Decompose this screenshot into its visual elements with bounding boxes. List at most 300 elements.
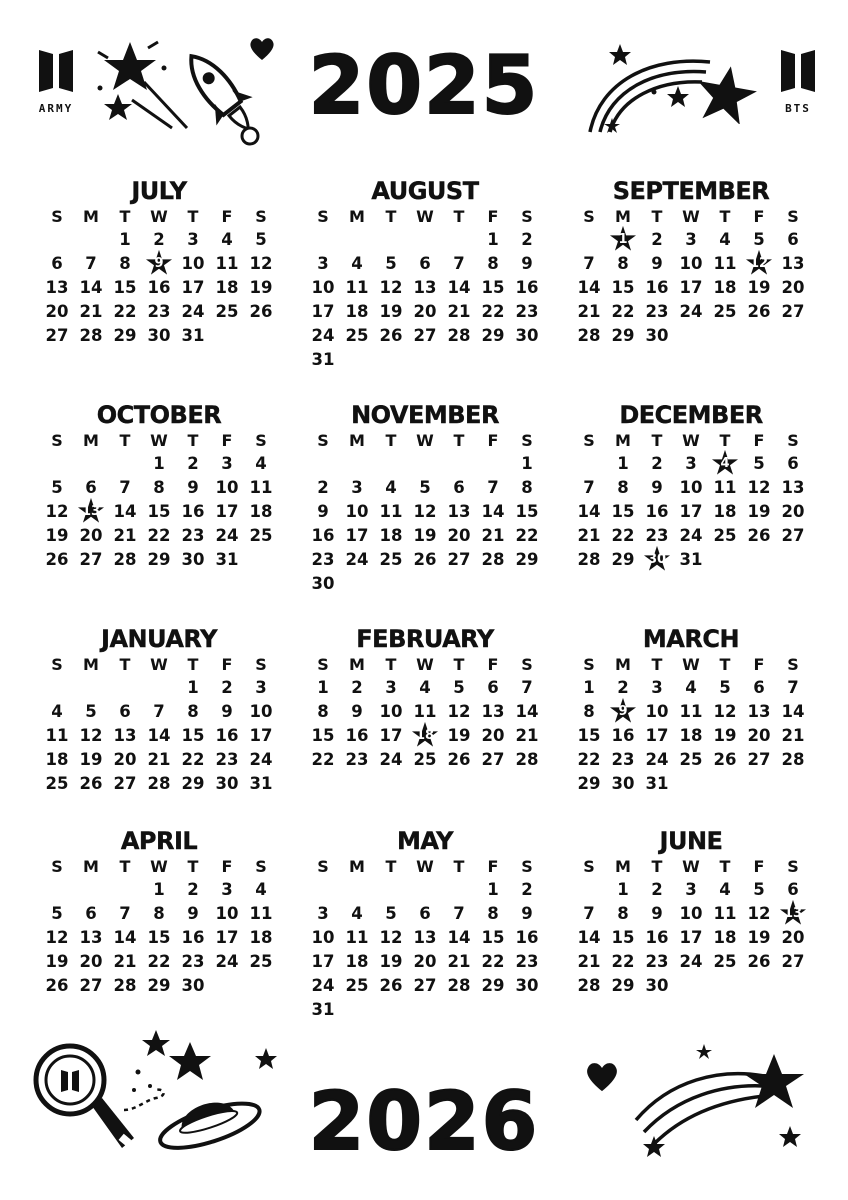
day-number: 8: [153, 904, 165, 923]
day-number: 30: [181, 976, 205, 995]
day-number: 15: [147, 502, 171, 521]
day-number: 10: [249, 702, 273, 721]
week-row: [572, 748, 810, 772]
day-number: 23: [645, 526, 669, 545]
day-number: 24: [215, 526, 239, 545]
day-number: 27: [447, 550, 471, 569]
day-number: 3: [351, 478, 363, 497]
day-number: 13: [413, 278, 437, 297]
day-number: 10: [311, 278, 335, 297]
month-name: AUGUST: [371, 177, 479, 205]
weekday-label: W: [150, 431, 168, 450]
day-number: 13: [781, 254, 805, 273]
day-number: 2: [221, 678, 233, 697]
week-row: [40, 974, 278, 998]
day-number: 4: [255, 454, 267, 473]
month-name: OCTOBER: [96, 401, 222, 429]
empty-day-cell: [708, 548, 742, 572]
weekday-label: T: [385, 207, 397, 226]
day-number: 8: [487, 254, 499, 273]
army-logo-label: ARMY: [38, 102, 74, 115]
empty-day-cell: [708, 974, 742, 998]
empty-day-cell: [776, 974, 810, 998]
week-row: [306, 324, 544, 348]
empty-day-cell: [374, 228, 408, 252]
week-row: [306, 902, 544, 926]
day-number: 28: [515, 750, 539, 769]
empty-day-cell: [40, 878, 74, 902]
day-number: 23: [311, 550, 335, 569]
day-number: 9: [154, 256, 164, 271]
day-number: 18: [249, 502, 273, 521]
day-number: 7: [453, 254, 465, 273]
weekday-label: M: [349, 207, 365, 226]
day-number: 29: [611, 976, 635, 995]
day-number: 24: [645, 750, 669, 769]
month-november: [306, 400, 544, 624]
day-number: 2: [651, 880, 663, 899]
week-row: [306, 500, 544, 524]
day-number: 14: [481, 502, 505, 521]
week-row: [306, 276, 544, 300]
day-number: 23: [645, 302, 669, 321]
day-number: 6: [787, 454, 799, 473]
day-number: 13: [81, 504, 101, 519]
day-number: 2: [617, 678, 629, 697]
day-number: 13: [413, 928, 437, 947]
highlighted-day-star: [408, 724, 442, 748]
day-number: 14: [447, 278, 471, 297]
day-number: 21: [447, 952, 471, 971]
empty-day-cell: [742, 324, 776, 348]
day-number: 16: [215, 726, 239, 745]
week-row: [306, 348, 544, 372]
calendar-grid: [40, 176, 810, 1036]
day-number: 13: [781, 478, 805, 497]
day-number: 4: [221, 230, 233, 249]
day-number: 15: [611, 928, 635, 947]
day-number: 7: [583, 478, 595, 497]
month-may: [306, 826, 544, 1036]
empty-day-cell: [674, 324, 708, 348]
weekday-label: W: [150, 857, 168, 876]
day-number: 4: [351, 254, 363, 273]
weekday-label: T: [385, 655, 397, 674]
month-name: DECEMBER: [619, 401, 763, 429]
day-number: 5: [385, 254, 397, 273]
month-january: [40, 624, 278, 826]
day-number: 7: [119, 904, 131, 923]
empty-day-cell: [244, 324, 278, 348]
weekday-label: T: [453, 857, 465, 876]
day-number: 7: [453, 904, 465, 923]
day-number: 20: [413, 952, 437, 971]
week-row: [40, 724, 278, 748]
day-number: 21: [113, 526, 137, 545]
empty-day-cell: [306, 228, 340, 252]
day-number: 19: [79, 750, 103, 769]
day-number: 17: [215, 928, 239, 947]
day-number: 28: [577, 326, 601, 345]
day-number: 10: [679, 904, 703, 923]
month-september: [572, 176, 810, 400]
day-number: 31: [215, 550, 239, 569]
weekday-label: S: [255, 207, 267, 226]
day-number: 22: [611, 302, 635, 321]
day-number: 27: [79, 550, 103, 569]
highlighted-day-star: [708, 452, 742, 476]
day-number: 15: [311, 726, 335, 745]
month-august: [306, 176, 544, 400]
empty-day-cell: [108, 452, 142, 476]
day-number: 1: [487, 880, 499, 899]
empty-day-cell: [340, 348, 374, 372]
week-row: [572, 500, 810, 524]
day-number: 15: [577, 726, 601, 745]
weekday-header-row: [40, 856, 278, 878]
day-number: 27: [781, 952, 805, 971]
day-number: 31: [181, 326, 205, 345]
day-number: 19: [747, 928, 771, 947]
day-number: 8: [487, 904, 499, 923]
weekday-label: T: [453, 207, 465, 226]
empty-day-cell: [408, 348, 442, 372]
day-number: 5: [255, 230, 267, 249]
weekday-label: T: [651, 655, 663, 674]
day-number: 26: [79, 774, 103, 793]
empty-day-cell: [374, 348, 408, 372]
day-number: 4: [351, 904, 363, 923]
day-number: 20: [79, 952, 103, 971]
day-number: 5: [385, 904, 397, 923]
day-number: 3: [317, 254, 329, 273]
weekday-label: S: [317, 431, 329, 450]
day-number: 25: [345, 326, 369, 345]
weekday-label: W: [416, 207, 434, 226]
day-number: 12: [749, 256, 769, 271]
month-june: [572, 826, 810, 1036]
week-row: [572, 700, 810, 724]
weekday-label: M: [615, 431, 631, 450]
weekday-label: W: [682, 431, 700, 450]
empty-day-cell: [674, 772, 708, 796]
day-number: 24: [345, 550, 369, 569]
day-number: 17: [645, 726, 669, 745]
bts-logo-icon: [778, 44, 818, 96]
day-number: 30: [147, 326, 171, 345]
day-number: 25: [713, 952, 737, 971]
empty-day-cell: [476, 348, 510, 372]
empty-day-cell: [442, 572, 476, 596]
day-number: 19: [45, 526, 69, 545]
empty-day-cell: [210, 324, 244, 348]
weekday-label: F: [487, 655, 499, 674]
day-number: 14: [79, 278, 103, 297]
empty-day-cell: [408, 572, 442, 596]
weekday-label: M: [83, 431, 99, 450]
day-number: 28: [577, 976, 601, 995]
day-number: 1: [119, 230, 131, 249]
day-number: 1: [618, 232, 628, 247]
week-row: [40, 950, 278, 974]
day-number: 20: [781, 278, 805, 297]
day-number: 18: [249, 928, 273, 947]
month-name: SEPTEMBER: [612, 177, 770, 205]
week-row: [40, 500, 278, 524]
week-row: [40, 252, 278, 276]
day-number: 23: [181, 952, 205, 971]
weekday-label: M: [349, 655, 365, 674]
day-number: 10: [379, 702, 403, 721]
empty-day-cell: [340, 452, 374, 476]
weekday-label: S: [583, 655, 595, 674]
week-row: [306, 548, 544, 572]
week-row: [40, 748, 278, 772]
week-row: [306, 228, 544, 252]
day-number: 9: [651, 254, 663, 273]
weekday-label: T: [719, 431, 731, 450]
bts-logo-label: BTS: [785, 102, 811, 115]
day-number: 12: [447, 702, 471, 721]
day-number: 20: [413, 302, 437, 321]
empty-day-cell: [340, 878, 374, 902]
day-number: 27: [781, 302, 805, 321]
day-number: 21: [515, 726, 539, 745]
weekday-label: W: [150, 207, 168, 226]
weekday-label: T: [119, 857, 131, 876]
day-number: 7: [787, 678, 799, 697]
empty-day-cell: [306, 878, 340, 902]
weekday-label: T: [651, 207, 663, 226]
weekday-label: S: [787, 655, 799, 674]
day-number: 26: [747, 302, 771, 321]
weekday-label: S: [51, 857, 63, 876]
day-number: 12: [413, 502, 437, 521]
day-number: 25: [713, 302, 737, 321]
empty-day-cell: [742, 772, 776, 796]
empty-day-cell: [708, 324, 742, 348]
weekday-label: S: [787, 431, 799, 450]
weekday-header-row: [40, 654, 278, 676]
month-december: [572, 400, 810, 624]
month-name: APRIL: [120, 827, 198, 855]
day-number: 6: [787, 880, 799, 899]
weekday-header-row: [572, 654, 810, 676]
week-row: [306, 476, 544, 500]
day-number: 1: [617, 454, 629, 473]
day-number: 17: [215, 502, 239, 521]
day-number: 25: [45, 774, 69, 793]
day-number: 12: [379, 928, 403, 947]
day-number: 5: [419, 478, 431, 497]
day-number: 27: [45, 326, 69, 345]
day-number: 28: [481, 550, 505, 569]
day-number: 10: [679, 254, 703, 273]
day-number: 26: [249, 302, 273, 321]
weekday-label: M: [615, 207, 631, 226]
day-number: 12: [747, 904, 771, 923]
day-number: 16: [181, 928, 205, 947]
weekday-label: W: [682, 207, 700, 226]
day-number: 29: [113, 326, 137, 345]
empty-day-cell: [510, 572, 544, 596]
day-number: 15: [147, 928, 171, 947]
day-number: 12: [45, 502, 69, 521]
weekday-label: S: [583, 431, 595, 450]
empty-day-cell: [340, 998, 374, 1022]
highlighted-day-star: [606, 700, 640, 724]
day-number: 4: [51, 702, 63, 721]
day-number: 7: [487, 478, 499, 497]
day-number: 9: [351, 702, 363, 721]
month-name: JULY: [131, 177, 187, 205]
empty-day-cell: [674, 974, 708, 998]
day-number: 29: [611, 550, 635, 569]
day-number: 8: [617, 478, 629, 497]
day-number: 23: [515, 952, 539, 971]
day-number: 26: [379, 326, 403, 345]
weekday-label: S: [521, 431, 533, 450]
bts-logo: [776, 44, 820, 115]
day-number: 21: [79, 302, 103, 321]
day-number: 4: [719, 230, 731, 249]
day-number: 25: [413, 750, 437, 769]
weekday-label: M: [615, 857, 631, 876]
day-number: 22: [113, 302, 137, 321]
day-number: 19: [45, 952, 69, 971]
week-row: [40, 700, 278, 724]
day-number: 11: [215, 254, 239, 273]
day-number: 22: [481, 302, 505, 321]
day-number: 28: [147, 774, 171, 793]
weekday-label: T: [187, 655, 199, 674]
day-number: 10: [679, 478, 703, 497]
day-number: 29: [147, 976, 171, 995]
day-number: 5: [51, 904, 63, 923]
day-number: 29: [481, 976, 505, 995]
day-number: 12: [79, 726, 103, 745]
week-row: [572, 950, 810, 974]
weekday-label: T: [719, 207, 731, 226]
day-number: 6: [419, 904, 431, 923]
weekday-label: F: [753, 655, 765, 674]
empty-day-cell: [408, 998, 442, 1022]
day-number: 15: [611, 278, 635, 297]
day-number: 12: [45, 928, 69, 947]
day-number: 23: [515, 302, 539, 321]
day-number: 18: [713, 278, 737, 297]
weekday-label: F: [487, 207, 499, 226]
day-number: 25: [215, 302, 239, 321]
highlighted-day-star: [606, 228, 640, 252]
weekday-header-row: [572, 856, 810, 878]
day-number: 16: [645, 502, 669, 521]
day-number: 2: [521, 880, 533, 899]
month-name: JANUARY: [101, 625, 217, 653]
week-row: [306, 878, 544, 902]
week-row: [40, 878, 278, 902]
day-number: 11: [379, 502, 403, 521]
day-number: 24: [679, 526, 703, 545]
empty-day-cell: [340, 572, 374, 596]
highlighted-day-star: [640, 548, 674, 572]
weekday-label: F: [221, 431, 233, 450]
weekday-label: T: [453, 655, 465, 674]
empty-day-cell: [408, 452, 442, 476]
day-number: 25: [679, 750, 703, 769]
day-number: 25: [713, 526, 737, 545]
day-number: 16: [515, 928, 539, 947]
weekday-label: M: [349, 857, 365, 876]
weekday-label: S: [583, 207, 595, 226]
day-number: 30: [515, 976, 539, 995]
day-number: 8: [317, 702, 329, 721]
weekday-label: S: [787, 207, 799, 226]
day-number: 19: [249, 278, 273, 297]
month-name: MARCH: [642, 625, 740, 653]
empty-day-cell: [210, 974, 244, 998]
day-number: 30: [647, 552, 667, 567]
day-number: 22: [311, 750, 335, 769]
month-april: [40, 826, 278, 1036]
day-number: 22: [515, 526, 539, 545]
day-number: 29: [147, 550, 171, 569]
day-number: 26: [447, 750, 471, 769]
day-number: 15: [481, 928, 505, 947]
weekday-label: T: [719, 655, 731, 674]
day-number: 3: [255, 678, 267, 697]
day-number: 18: [679, 726, 703, 745]
empty-day-cell: [408, 228, 442, 252]
day-number: 20: [79, 526, 103, 545]
day-number: 22: [147, 526, 171, 545]
day-number: 17: [181, 278, 205, 297]
day-number: 18: [345, 302, 369, 321]
day-number: 5: [753, 880, 765, 899]
day-number: 9: [521, 254, 533, 273]
day-number: 23: [181, 526, 205, 545]
weekday-label: T: [187, 431, 199, 450]
day-number: 9: [221, 702, 233, 721]
day-number: 26: [413, 550, 437, 569]
day-number: 20: [747, 726, 771, 745]
weekday-label: W: [682, 655, 700, 674]
day-number: 7: [521, 678, 533, 697]
day-number: 23: [611, 750, 635, 769]
day-number: 7: [583, 904, 595, 923]
day-number: 14: [113, 928, 137, 947]
day-number: 17: [311, 302, 335, 321]
week-row: [572, 524, 810, 548]
day-number: 9: [651, 904, 663, 923]
empty-day-cell: [108, 878, 142, 902]
weekday-label: T: [385, 431, 397, 450]
day-number: 31: [679, 550, 703, 569]
empty-day-cell: [776, 324, 810, 348]
day-number: 23: [147, 302, 171, 321]
day-number: 23: [345, 750, 369, 769]
day-number: 31: [311, 350, 335, 369]
empty-day-cell: [572, 452, 606, 476]
day-number: 8: [617, 254, 629, 273]
day-number: 27: [781, 526, 805, 545]
day-number: 21: [577, 526, 601, 545]
day-number: 20: [447, 526, 471, 545]
day-number: 6: [51, 254, 63, 273]
day-number: 5: [51, 478, 63, 497]
day-number: 2: [317, 478, 329, 497]
day-number: 4: [685, 678, 697, 697]
